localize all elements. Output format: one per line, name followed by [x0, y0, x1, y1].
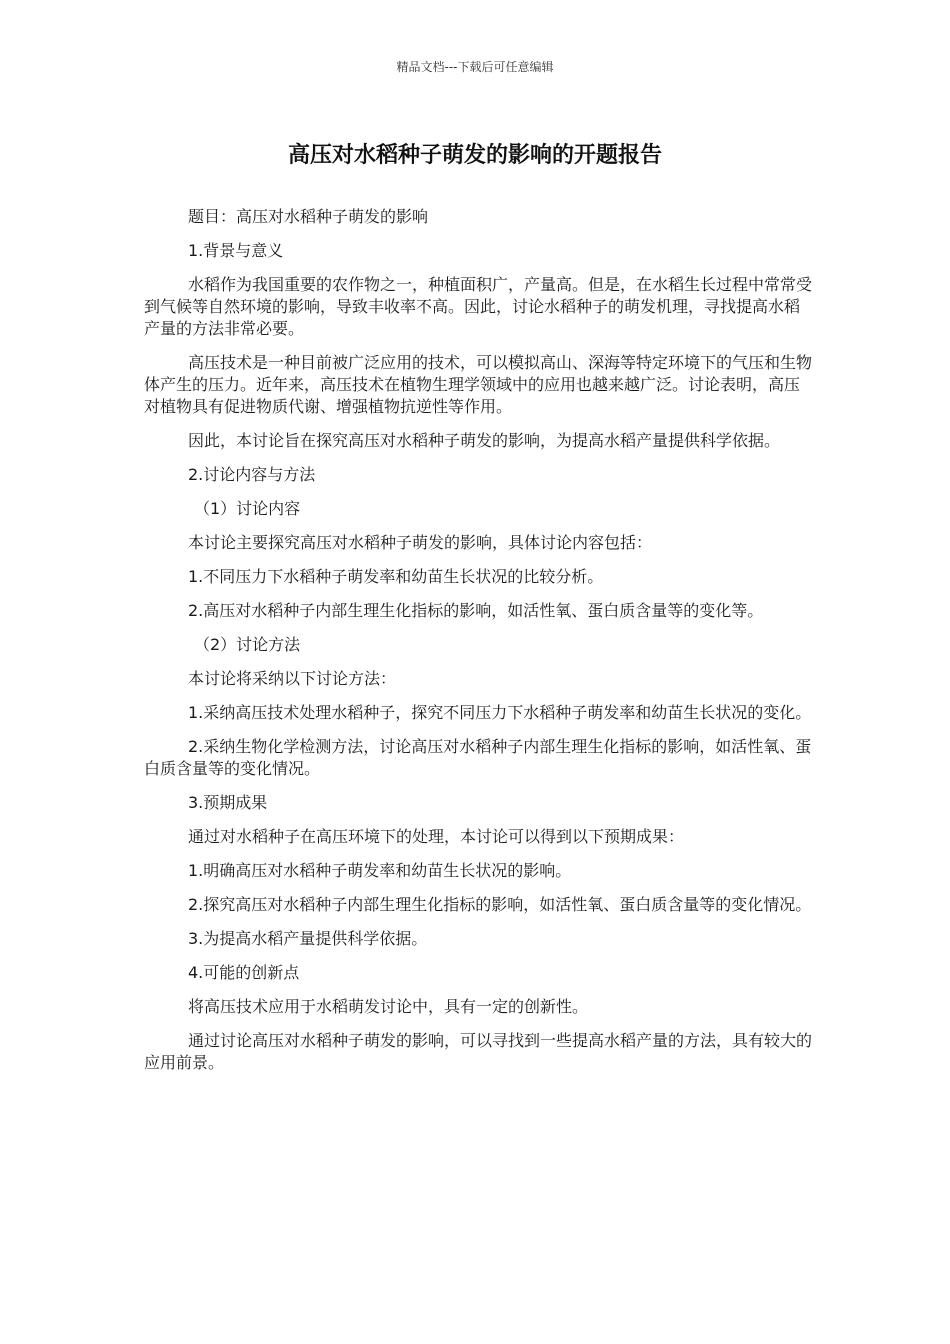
subsection-heading: （1）讨论内容 — [194, 499, 301, 518]
section-heading: 2.讨论内容与方法 — [188, 465, 316, 484]
section-heading: 1.背景与意义 — [188, 241, 284, 260]
list-item: 1.明确高压对水稻种子萌发率和幼苗生长状况的影响。 — [188, 861, 572, 880]
document-body — [144, 206, 812, 1086]
list-item: 1.不同压力下水稻种子萌发率和幼苗生长状况的比较分析。 — [188, 567, 604, 586]
body-paragraph: 高压技术是一种目前被广泛应用的技术，可以模拟高山、深海等特定环境下的气压和生物体产生的压力。近年来，高压技术在植物生理学领域中的应用也越来越广泛。讨论表明，高压对植物具有促进物质代谢、增强植物抗逆性等作用。 — [144, 353, 813, 416]
body-paragraph: 本讨论将采纳以下讨论方法： — [188, 669, 397, 688]
list-item: 1.采纳高压技术处理水稻种子，探究不同压力下水稻种子萌发率和幼苗生长状况的变化。 — [188, 703, 812, 722]
body-paragraph: 将高压技术应用于水稻萌发讨论中，具有一定的创新性。 — [188, 997, 589, 1016]
subsection-heading: （2）讨论方法 — [194, 635, 301, 654]
list-item: 2.高压对水稻种子内部生理生化指标的影响，如活性氧、蛋白质含量等的变化等。 — [188, 601, 764, 620]
body-paragraph: 通过对水稻种子在高压环境下的处理，本讨论可以得到以下预期成果： — [188, 827, 685, 846]
section-heading: 题目：高压对水稻种子萌发的影响 — [188, 207, 429, 226]
list-item: 2.探究高压对水稻种子内部生理生化指标的影响，如活性氧、蛋白质含量等的变化情况。 — [188, 895, 812, 914]
document-title: 高压对水稻种子萌发的影响的开题报告 — [287, 143, 662, 168]
section-heading: 3.预期成果 — [188, 793, 268, 812]
section-heading: 4.可能的创新点 — [188, 963, 300, 982]
page-header: 精品文档---下载后可任意编辑 — [396, 60, 554, 74]
body-paragraph: 水稻作为我国重要的农作物之一，种植面积广，产量高。但是，在水稻生长过程中常常受到气候等自然环境的影响，导致丰收率不高。因此，讨论水稻种子的萌发机理，寻找提高水稻产量的方法非常必要。 — [144, 275, 813, 338]
list-item: 3.为提高水稻产量提供科学依据。 — [188, 929, 428, 948]
body-paragraph: 通过讨论高压对水稻种子萌发的影响，可以寻找到一些提高水稻产量的方法，具有较大的应用前景。 — [144, 1031, 813, 1072]
body-paragraph: 本讨论主要探究高压对水稻种子萌发的影响，具体讨论内容包括： — [188, 533, 653, 552]
body-paragraph: 因此，本讨论旨在探究高压对水稻种子萌发的影响，为提高水稻产量提供科学依据。 — [188, 431, 781, 450]
list-item: 2.采纳生物化学检测方法，讨论高压对水稻种子内部生理生化指标的影响，如活性氧、蛋白质含量等的变化情况。 — [144, 737, 812, 778]
